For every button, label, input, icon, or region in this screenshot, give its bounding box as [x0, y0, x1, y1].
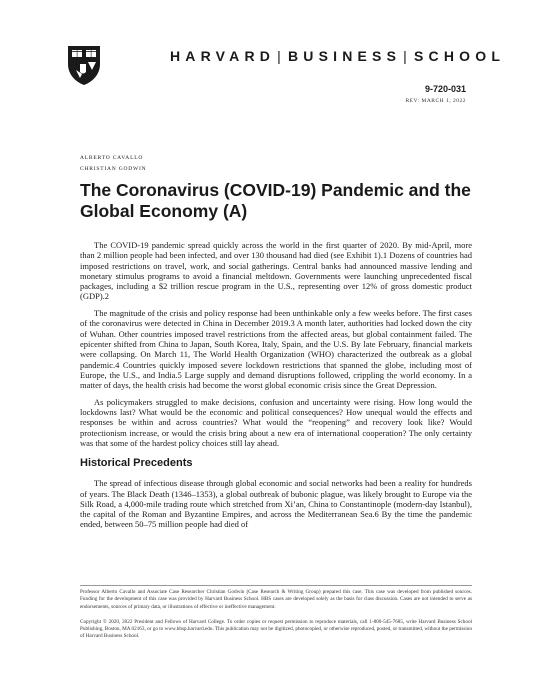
divider: |: [277, 48, 286, 64]
footer-note: Professor Alberto Cavallo and Associate Case Researcher Christian Godwin (Case Research & Writing Group) prepared this case. This case was developed from published sources. Funding for the development of this case was provided by Harvard Business School. HBS cases are developed solely as the basis for class discussion. Cases are not intended to serve as endorsements, sources of primary data, or illustrations of effective or ineffective management.: [80, 589, 472, 610]
copyright-notice: Copyright © 2020, 2022 President and Fellows of Harvard College. To order copies or request permission to reproduce materials, call 1-800-545-7685, write Harvard Business School Publishing, Boston, MA 02163, or go to www.hbsp.harvard.edu. This publication may not be digitized, photocopied, or otherwise reproduced, posted, or transmitted, without the permission of Harvard Business School.: [80, 618, 472, 640]
author-name: ALBERTO CAVALLO: [80, 155, 144, 161]
paragraph: The COVID-19 pandemic spread quickly across the world in the first quarter of 2020. By mid-April, more than 2 million people had been infected, and over 130 thousand had died (see Exhibit 1).1 Dozens of countries had imposed restrictions on travel, work, and social gatherings. Central banks had announced massive lending and monetary stimulus programs to avoid a financial meltdown. Governments were launching unprecedented fiscal packages, including a $2 trillion rescue program in the U.S., representing over 12% of gross domestic product (GDP).2: [80, 240, 472, 302]
paragraph: The spread of infectious disease through global economic and social networks had been a reality for hundreds of years. The Black Death (1346–1353), a global outbreak of bubonic plague, was likely brought to Europe via the Silk Road, a 4,000-mile trading route which stretched from Xi’an, China to Constantinople (modern-day Istanbul), the capital of the Roman and Byzantine Empires, and across the Mediterranean Sea.6 By the time the pandemic ended, between 50–75 million people had died of: [80, 478, 472, 530]
title-line: Global Economy (A): [80, 201, 248, 221]
footer: [80, 585, 472, 649]
revision-date: REV: MARCH 1, 2022: [405, 98, 466, 104]
paragraph: As policymakers struggled to make decisions, confusion and uncertainty were rising. How long would the lockdowns last? What would be the economic and political consequences? How unequal would the effects and responses be within and across countries? What would the “reopening” and recovery look like? Would protectionism increase, or would the crisis bring about a new era of international cooperation? The only certainty was that some of the hardest policy choices still lay ahead.: [80, 396, 472, 448]
school-word-school: SCHOOL: [413, 48, 506, 64]
paragraph: The magnitude of the crisis and policy response had been unthinkable only a few weeks before. The first cases of the coronavirus were detected in China in December 2019.3 A month later, authorities had locked down the city of Wuhan. Other countries imposed travel restrictions from the affected areas, but global containment failed. The epicenter shifted from China to Japan, South Korea, Italy, Spain, and the U.S. By late February, financial markets were collapsing. On March 11, The World Health Organization (WHO) characterized the outbreak as a global pandemic.4 Countries quickly imposed severe lockdown restrictions that spanned the globe, including most of Europe, the U.S., and India.5 Large supply and demand disruptions followed, crippling the world economy. In a matter of days, the health crisis had become the worst global economic crisis since the Great Depression.: [80, 308, 472, 391]
author-list: [80, 153, 146, 175]
section-heading: Historical Precedents: [80, 457, 193, 470]
title-line: The Coronavirus (COVID-19) Pandemic and the: [80, 180, 471, 200]
case-title: [80, 180, 480, 222]
divider: |: [403, 48, 412, 64]
school-word-harvard: HARVARD: [170, 48, 276, 64]
case-body: [80, 240, 472, 536]
case-number: 9-720-031: [424, 84, 466, 94]
harvard-veritas-shield-icon: [66, 44, 102, 86]
school-word-business: BUSINESS: [287, 48, 402, 64]
school-name: [170, 48, 505, 64]
author-name: CHRISTIAN GODWIN: [80, 166, 147, 172]
